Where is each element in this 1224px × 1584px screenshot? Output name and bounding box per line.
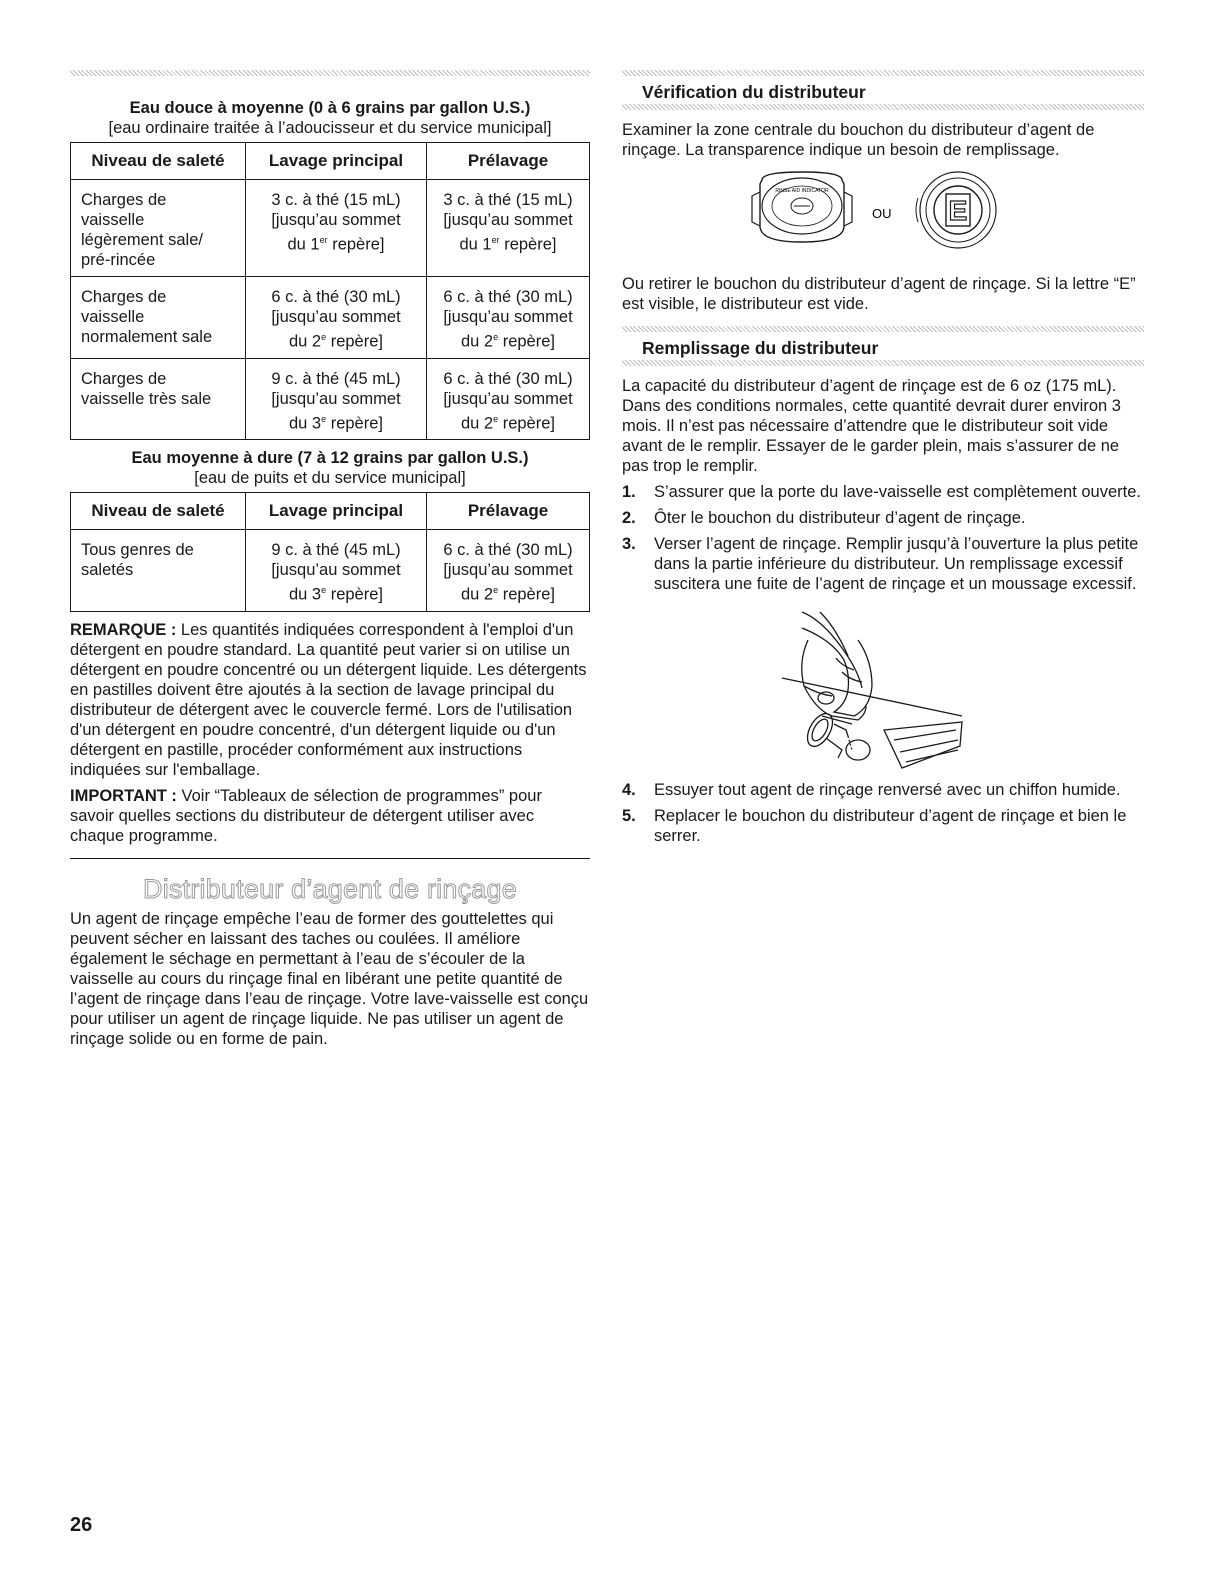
mark-note: [jusqu’au sommet [271,308,401,326]
or-label: OU [872,206,892,221]
mark-prefix: du 3 [288,585,322,604]
mark-prefix: du 1 [287,235,320,254]
table1-header-level: Niveau de saleté [71,143,246,180]
amount: 3 c. à thé (15 mL) [443,191,573,209]
mark-note: [jusqu’au sommet [443,389,573,408]
mark-prefix: du 2 [460,414,494,432]
section-text: Un agent de rinçage empêche l’eau de former des gouttelettes qui peuvent sécher en laissant des taches ou coulées. Il améliore également le séchage en permettant à l’eau de s’écouler de la vaisselle au cours du rinçage final en libérant une petite quantité de l’agent de rinçage dans l’eau de rinçage. Votre lave-vaisselle est conçu pour utiliser un agent de rinçage liquide. Ne pas utiliser un agent de rinçage solide ou en forme de pain. [70,909,589,1048]
table-row [71,277,590,359]
list-item [622,780,1144,800]
mark-note: [jusqu’au sommet [443,211,573,229]
amount: 6 c. à thé (30 mL) [443,541,573,559]
list-item [622,508,1144,528]
table-row [71,180,590,277]
table-cell-level [71,530,246,612]
mark-sup: e [321,332,327,342]
mark-sup: e [321,413,327,424]
level-line: Charges de [81,288,167,306]
amount: 6 c. à thé (30 mL) [443,288,573,306]
mark-sup: e [493,332,499,342]
left-column [70,70,590,1049]
level-line: normalement sale [81,328,213,346]
verif-text-2: Ou retirer le bouchon du distributeur d’agent de rinçage. Si la lettre “E” est visible, le distributeur est vide. [622,275,1136,313]
table1-header-row [71,143,590,180]
amount: 9 c. à thé (45 mL) [271,369,401,388]
list-item [622,482,1144,502]
fill-rule-bottom [622,360,1144,366]
mark-suffix: repère] [498,332,555,351]
step-text: Verser l’agent de rinçage. Remplir jusqu’à l’ouverture la plus petite dans la partie inférieure du distributeur. Un remplissage excessif suscitera une fuite de l’agent de rinçage et un moussage excessif. [654,535,1139,593]
cap-illustration [622,166,1144,266]
level-line: vaisselle [81,211,145,229]
table1-subtitle: [eau ordinaire traitée à l’adoucisseur et du service municipal] [108,119,552,137]
level-line: vaisselle [81,308,145,326]
table2-title: Eau moyenne à dure (7 à 12 grains par gallon U.S.) [131,449,529,467]
top-rule [70,70,590,76]
table-cell-pre [427,358,590,440]
step-text: S’assurer que la porte du lave-vaisselle est complètement ouverte. [654,483,1141,501]
table-cell-level [71,180,246,277]
mark-note: [jusqu’au sommet [271,561,401,579]
mark-suffix: repère] [326,585,383,604]
level-line: saletés [81,561,134,579]
level-line: vaisselle très sale [81,389,212,408]
verif-title: Vérification du distributeur [642,82,866,102]
table2-subtitle: [eau de puits et du service municipal] [194,469,466,487]
dispenser-icon [782,678,962,768]
mark-sup: e [493,413,499,424]
e-letter: E [948,195,968,226]
e-cap-icon [916,172,996,248]
mark-sup: e [493,585,499,595]
page-number: 26 [70,1514,93,1536]
step-number: 4. [622,781,636,799]
level-line: légèrement sale/ [81,231,203,249]
mark-note: [jusqu’au sommet [271,211,401,229]
important-label: IMPORTANT : [70,786,177,805]
verif-text: Examiner la zone centrale du bouchon du distributeur d’agent de rinçage. La transparence indique un besoin de remplissage. [622,121,1095,159]
level-line: Tous genres de [81,541,194,559]
pouring-illustration [622,600,1144,770]
table1-header-main: Lavage principal [246,143,427,180]
mark-note: [jusqu’au sommet [443,561,573,579]
table-cell-pre [427,530,590,612]
mark-suffix: repère] [498,585,555,604]
steps-list-2 [622,780,1144,846]
table2 [70,492,590,612]
list-item [622,806,1144,846]
step-text: Essuyer tout agent de rinçage renversé avec un chiffon humide. [654,781,1121,799]
mark-sup: er [319,235,328,245]
important-text: Voir “Tableaux de sélection de programmes” pour savoir quelles sections du distributeur de détergent utiliser avec chaque programme. [70,786,542,845]
list-item [622,534,1144,594]
mark-sup: e [321,585,327,595]
level-line: Charges de [81,369,167,388]
mark-note: [jusqu’au sommet [443,308,573,326]
mark-prefix: du 2 [460,585,494,604]
table-cell-main [246,358,427,440]
amount: 9 c. à thé (45 mL) [271,541,401,559]
mark-suffix: repère] [327,235,385,254]
mark-prefix: du 1 [459,235,492,254]
step-number: 3. [622,535,636,553]
right-column [622,70,1144,852]
steps-list [622,482,1144,594]
step-text: Replacer le bouchon du distributeur d’agent de rinçage et bien le serrer. [654,807,1127,845]
level-line: pré-rincée [81,251,156,269]
verif-rule-top [622,70,1144,76]
table2-header-level: Niveau de saleté [71,493,246,530]
mark-prefix: du 2 [288,332,322,351]
table-cell-main [246,180,427,277]
level-line: Charges de [81,191,167,209]
table1-header-pre: Prélavage [427,143,590,180]
step-number: 2. [622,509,636,527]
remarque-paragraph [70,620,590,780]
mark-note: [jusqu’au sommet [271,389,401,408]
table-row [71,530,590,612]
step-number: 1. [622,483,636,501]
mark-suffix: repère] [326,414,383,432]
verif-rule-bottom [622,104,1144,110]
mark-prefix: du 2 [460,332,494,351]
cap-icon [752,172,852,242]
table2-header-main: Lavage principal [246,493,427,530]
table1 [70,142,590,440]
step-number: 5. [622,807,636,825]
important-paragraph [70,786,590,846]
table-cell-level [71,277,246,359]
table-row [71,358,590,440]
section-title: Distributeur d’agent de rinçage [143,873,517,904]
amount: 6 c. à thé (30 mL) [271,288,401,306]
table-cell-main [246,277,427,359]
mark-suffix: repère] [499,235,557,254]
table2-header-row [71,493,590,530]
table-cell-pre [427,180,590,277]
section-divider [70,858,590,859]
remarque-label: REMARQUE : [70,620,177,639]
mark-suffix: repère] [326,332,383,351]
step-text: Ôter le bouchon du distributeur d’agent de rinçage. [654,509,1026,527]
table2-header-pre: Prélavage [427,493,590,530]
mark-prefix: du 3 [288,414,322,432]
amount: 3 c. à thé (15 mL) [271,191,401,209]
table-cell-level [71,358,246,440]
mark-sup: er [491,235,500,245]
table-cell-main [246,530,427,612]
cap-label: RINSE AID INDICATOR [775,188,829,194]
fill-rule-top [622,326,1144,332]
table1-title: Eau douce à moyenne (0 à 6 grains par gallon U.S.) [129,99,531,117]
fill-text: La capacité du distributeur d’agent de rinçage est de 6 oz (175 mL). Dans des conditions normales, cette quantité devrait durer environ 3 mois. Il n’est pas nécessaire d’attendre que le distributeur soit vide avant de le remplir. Essayer de le garder plein, mais s’assurer de ne pas trop le remplir. [622,377,1121,475]
table-cell-pre [427,277,590,359]
fill-title: Remplissage du distributeur [642,338,879,358]
remarque-text: Les quantités indiquées correspondent à l'emploi d'un détergent en poudre standard. La quantité peut varier si on utilise un détergent en poudre concentré ou un détergent liquide. Les détergents en pastilles doivent être ajoutés à la section de lavage principal du distributeur de détergent avec le couvercle fermé. Lors de l'utilisation d'un détergent en poudre concentré, d'un détergent liquide ou d'un détergent en pastille, procéder conformément aux instructions indiquées sur l'emballage. [70,620,587,779]
hand-bottle-icon [802,612,872,750]
amount: 6 c. à thé (30 mL) [443,369,573,388]
mark-suffix: repère] [498,414,555,432]
